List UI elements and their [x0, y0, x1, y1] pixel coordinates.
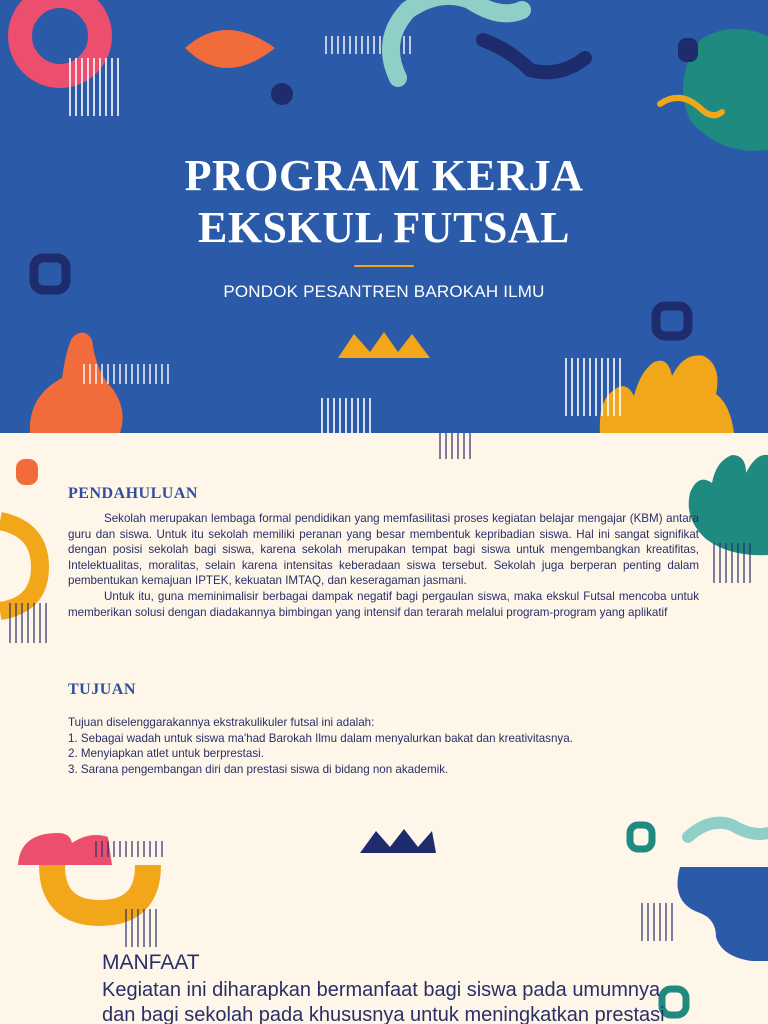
navy-dot-shape	[271, 83, 293, 105]
subtitle: PONDOK PESANTREN BAROKAH ILMU	[223, 282, 545, 301]
manfaat-heading: MANFAAT	[102, 951, 200, 974]
pendahuluan-paragraph-1: Sekolah merupakan lembaga formal pendidikan yang memfasilitasi proses kegiatan belajar mengajar (KBM) antara guru dan siswa. Untuk itu sekolah memiliki peranan yang besar membentuk kepribadian siswa. Hal ini sangat signifikat dengan posisi sekolah bagi siswa, karena sekolah merupakan tempat bagi siswa untuk mengembangkan kreatifitas, Intelektualitas, moralitas, selain karena intensitas keberadaan siswa tersebut. Sekolah juga berperan penting dalam pembentukan kemajuan IPTEK, kekuatan IMTAQ, dan keseragaman jasmani.	[68, 512, 699, 588]
yellow-u-shape	[52, 865, 148, 913]
teal-ring-shape	[630, 825, 652, 849]
navy-squiggle-shape	[483, 40, 585, 72]
title-line-2: EKSKUL FUTSAL	[197, 203, 571, 252]
mint-squiggle-shape	[688, 823, 768, 837]
pendahuluan-heading: PENDAHULUAN	[68, 485, 198, 502]
manfaat-line-2: dan bagi sekolah pada khususnya untuk meningkatkan prestasi	[102, 1004, 665, 1024]
yellow-arc-shape	[0, 521, 40, 611]
title-banner	[0, 0, 768, 433]
hatch-lines-right-shape	[714, 543, 750, 583]
blue-blob-shape	[678, 867, 768, 961]
hatch-lines-left-shape	[84, 364, 168, 384]
orange-bottle-shape	[30, 332, 123, 433]
tujuan-heading: TUJUAN	[68, 681, 136, 698]
tujuan-body	[68, 715, 708, 777]
tujuan-intro: Tujuan diselenggarakannya ekstrakulikuler futsal ini adalah:	[68, 716, 375, 729]
navy-crown-shape	[360, 829, 436, 853]
title-divider	[354, 265, 414, 267]
pink-half-shape	[18, 833, 112, 865]
yellow-crown-shape	[338, 332, 430, 358]
hatch-lines-left-shape	[10, 603, 46, 643]
manfaat-line-1: Kegiatan ini diharapkan bermanfaat bagi siswa pada umumnya	[102, 979, 661, 1001]
tujuan-item-3: 3. Sarana pengembangan diri dan prestasi siswa di bidang non akademik.	[68, 762, 449, 776]
title-line-1: PROGRAM KERJA	[184, 151, 584, 200]
tujuan-item-2: 2. Menyiapkan atlet untuk berprestasi.	[68, 747, 264, 761]
hatch-lines-bottom-shape	[322, 398, 370, 433]
manfaat-body	[102, 978, 742, 1024]
orange-leaf-shape	[185, 30, 275, 68]
hatch-lines-top-shape	[440, 433, 470, 459]
orange-dot-shape	[16, 459, 38, 485]
pendahuluan-body	[68, 511, 699, 620]
pendahuluan-paragraph-2: Untuk itu, guna meminimalisir berbagai dampak negatif bagi pergaulan siswa, maka ekskul Futsal mencoba untuk memberikan solusi dengan diadakannya bimbingan yang intensif dan terarah melalui program-program yang aplikatif	[68, 589, 699, 619]
navy-pill-shape	[678, 38, 698, 62]
tujuan-item-1: 1. Sebagai wadah untuk siswa ma'had Barokah Ilmu dalam menyalurkan bakat dan kreativitasnya.	[68, 731, 573, 745]
document-body	[0, 433, 768, 1024]
hatch-lines-bottom-right-shape	[642, 903, 672, 941]
teal-wave-shape	[689, 455, 768, 555]
navy-ring-right-shape	[656, 306, 688, 336]
